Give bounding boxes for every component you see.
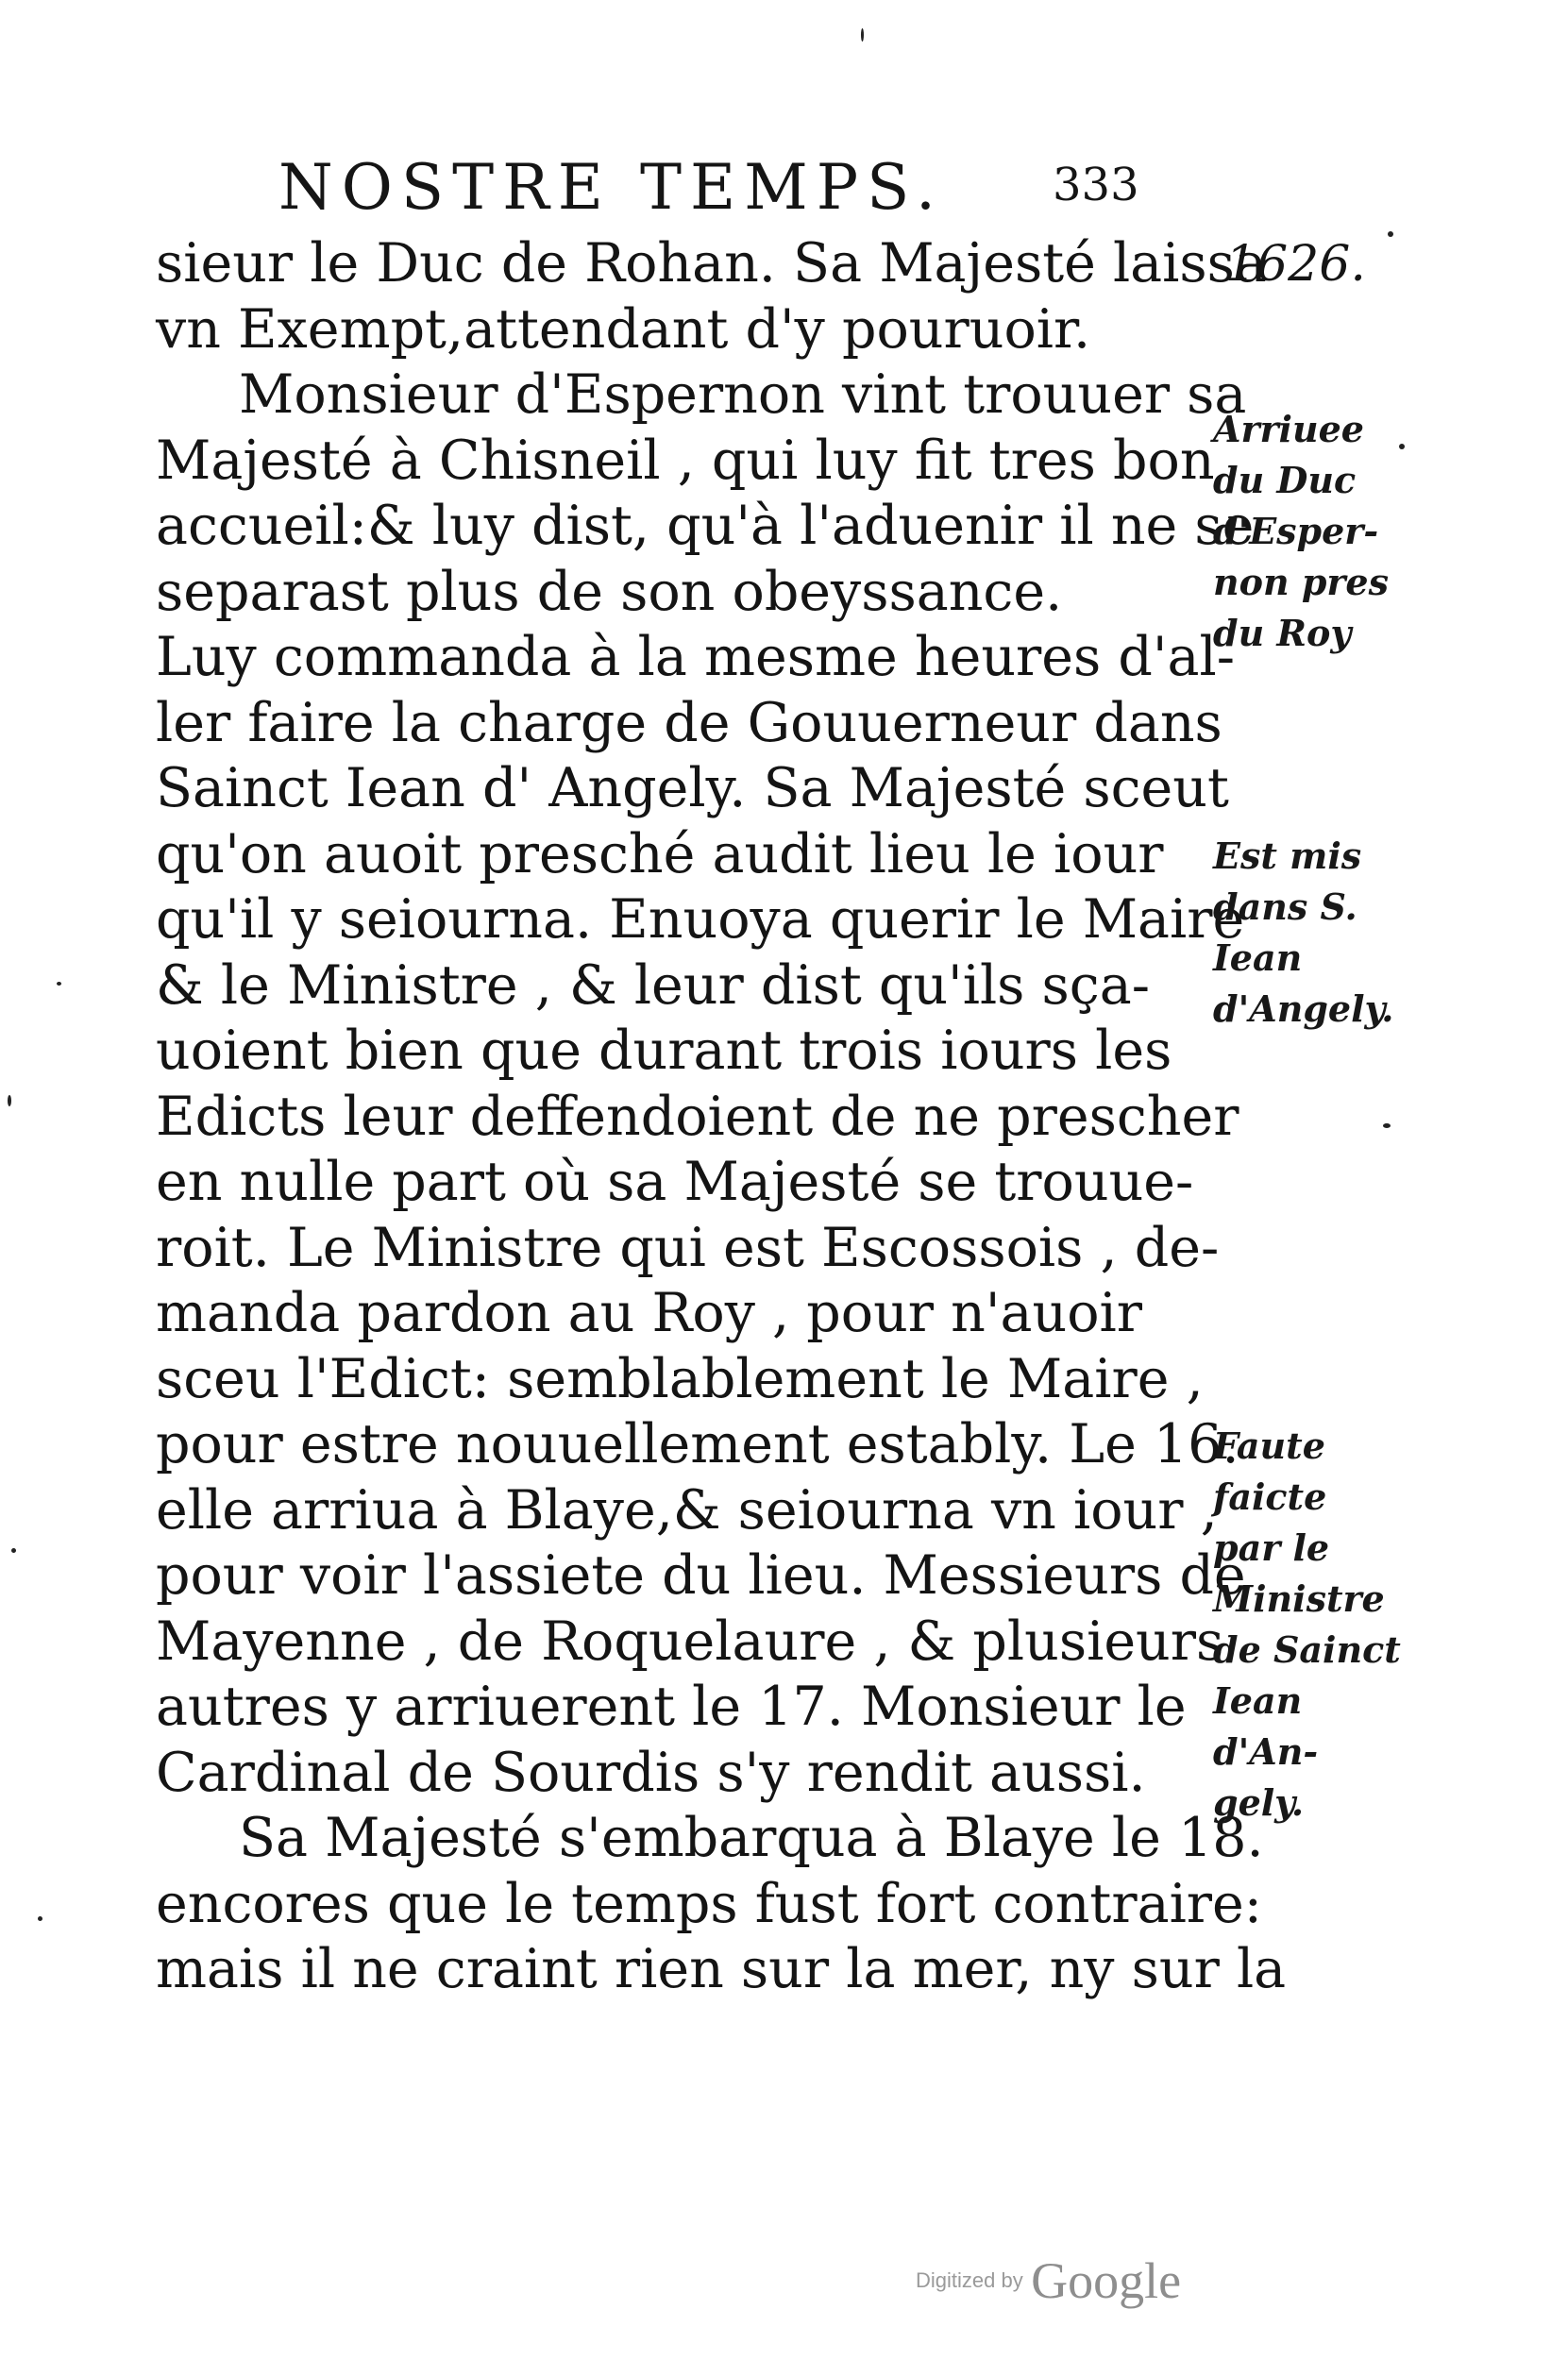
text-line: qu'il y seiourna. Enuoya querir le Maire bbox=[156, 888, 1245, 951]
scan-speck bbox=[1388, 231, 1393, 237]
digitized-label: Digitized by bbox=[916, 2268, 1023, 2292]
margin-note-line: non pres bbox=[1213, 561, 1389, 603]
text-line: pour estre nouuellement estably. Le 16. bbox=[156, 1413, 1239, 1475]
text-line: uoient bien que durant trois iours les bbox=[156, 1020, 1172, 1082]
scan-speck bbox=[861, 28, 864, 42]
text-line: separast plus de son obeyssance. bbox=[156, 560, 1063, 623]
text-line: manda pardon au Roy , pour n'auoir bbox=[156, 1282, 1143, 1344]
text-line: roit. Le Ministre qui est Escossois , de- bbox=[156, 1216, 1220, 1279]
margin-note-saint-jean bbox=[1213, 831, 1430, 1035]
scan-speck bbox=[11, 1548, 16, 1553]
page-number: 333 bbox=[1053, 159, 1139, 211]
text-line: vn Exempt,attendant d'y pouruoir. bbox=[156, 297, 1091, 361]
text-line: Luy commanda à la mesme heures d'al- bbox=[156, 626, 1236, 688]
text-line: Majesté à Chisneil , qui luy fit tres bon bbox=[156, 429, 1215, 492]
scan-speck bbox=[1383, 1123, 1391, 1128]
text-line: encores que le temps fust fort contraire: bbox=[156, 1872, 1262, 1935]
margin-note-line: Ministre bbox=[1213, 1577, 1385, 1620]
margin-note-line: d'An- bbox=[1213, 1730, 1319, 1773]
margin-note-line: Est mis bbox=[1213, 834, 1362, 877]
margin-note-line: du Duc bbox=[1213, 459, 1357, 501]
margin-note-line: du Roy bbox=[1213, 612, 1352, 654]
text-line: ler faire la charge de Gouuerneur dans bbox=[156, 691, 1222, 754]
text-line: Edicts leur deffendoient de ne prescher bbox=[156, 1085, 1239, 1148]
margin-note-line: d'Angely. bbox=[1213, 987, 1394, 1030]
margin-note-ministre-fault bbox=[1213, 1421, 1430, 1829]
text-line: Monsieur d'Espernon vint trouuer sa bbox=[239, 363, 1247, 426]
text-line: & le Ministre , & leur dist qu'ils sça- bbox=[156, 953, 1150, 1017]
text-line: Sa Majesté s'embarqua à Blaye le 18. bbox=[239, 1807, 1264, 1869]
margin-note-line: Faute bbox=[1213, 1424, 1325, 1467]
scan-speck bbox=[1399, 444, 1405, 449]
text-line: autres y arriuerent le 17. Monsieur le bbox=[156, 1676, 1187, 1738]
margin-note-line: Iean bbox=[1213, 936, 1303, 979]
text-line: accueil:& luy dist, qu'à l'aduenir il ne se bbox=[156, 495, 1255, 557]
text-line: pour voir l'assiete du lieu. Messieurs de bbox=[156, 1544, 1246, 1607]
text-line: en nulle part où sa Majesté se trouue- bbox=[156, 1151, 1194, 1213]
text-line: Sainct Iean d' Angely. Sa Majesté sceut bbox=[156, 757, 1229, 819]
text-line: elle arriua à Blaye,& seiourna vn iour , bbox=[156, 1478, 1218, 1542]
margin-note-line: dans S. bbox=[1213, 885, 1357, 928]
margin-note-line: gely. bbox=[1213, 1781, 1305, 1824]
margin-year: 1626. bbox=[1225, 236, 1366, 293]
margin-note-line: d'Esper- bbox=[1213, 510, 1379, 552]
text-line: sceu l'Edict: semblablement le Maire , bbox=[156, 1347, 1204, 1410]
text-line: Mayenne , de Roquelaure , & plusieurs bbox=[156, 1610, 1224, 1673]
margin-note-line: de Sainct bbox=[1213, 1628, 1401, 1671]
digitized-by-google-watermark bbox=[916, 2251, 1181, 2310]
margin-note-arrival-espernon bbox=[1213, 404, 1430, 659]
scan-speck bbox=[38, 1916, 42, 1921]
google-logo-text: Google bbox=[1031, 2252, 1182, 2309]
text-line: mais il ne craint rien sur la mer, ny sur la bbox=[156, 1938, 1287, 2000]
scan-speck bbox=[8, 1095, 11, 1106]
margin-note-line: Arriuee bbox=[1213, 408, 1364, 450]
text-line: qu'on auoit presché audit lieu le iour bbox=[156, 822, 1164, 885]
running-title: NOSTRE TEMPS. bbox=[278, 151, 944, 224]
scan-speck bbox=[57, 982, 61, 986]
text-line: sieur le Duc de Rohan. Sa Majesté laissa bbox=[156, 232, 1267, 295]
margin-note-line: faicte bbox=[1213, 1475, 1327, 1518]
text-line: Cardinal de Sourdis s'y rendit aussi. bbox=[156, 1741, 1146, 1804]
margin-note-line: Iean bbox=[1213, 1679, 1303, 1722]
margin-note-line: par le bbox=[1213, 1526, 1330, 1569]
